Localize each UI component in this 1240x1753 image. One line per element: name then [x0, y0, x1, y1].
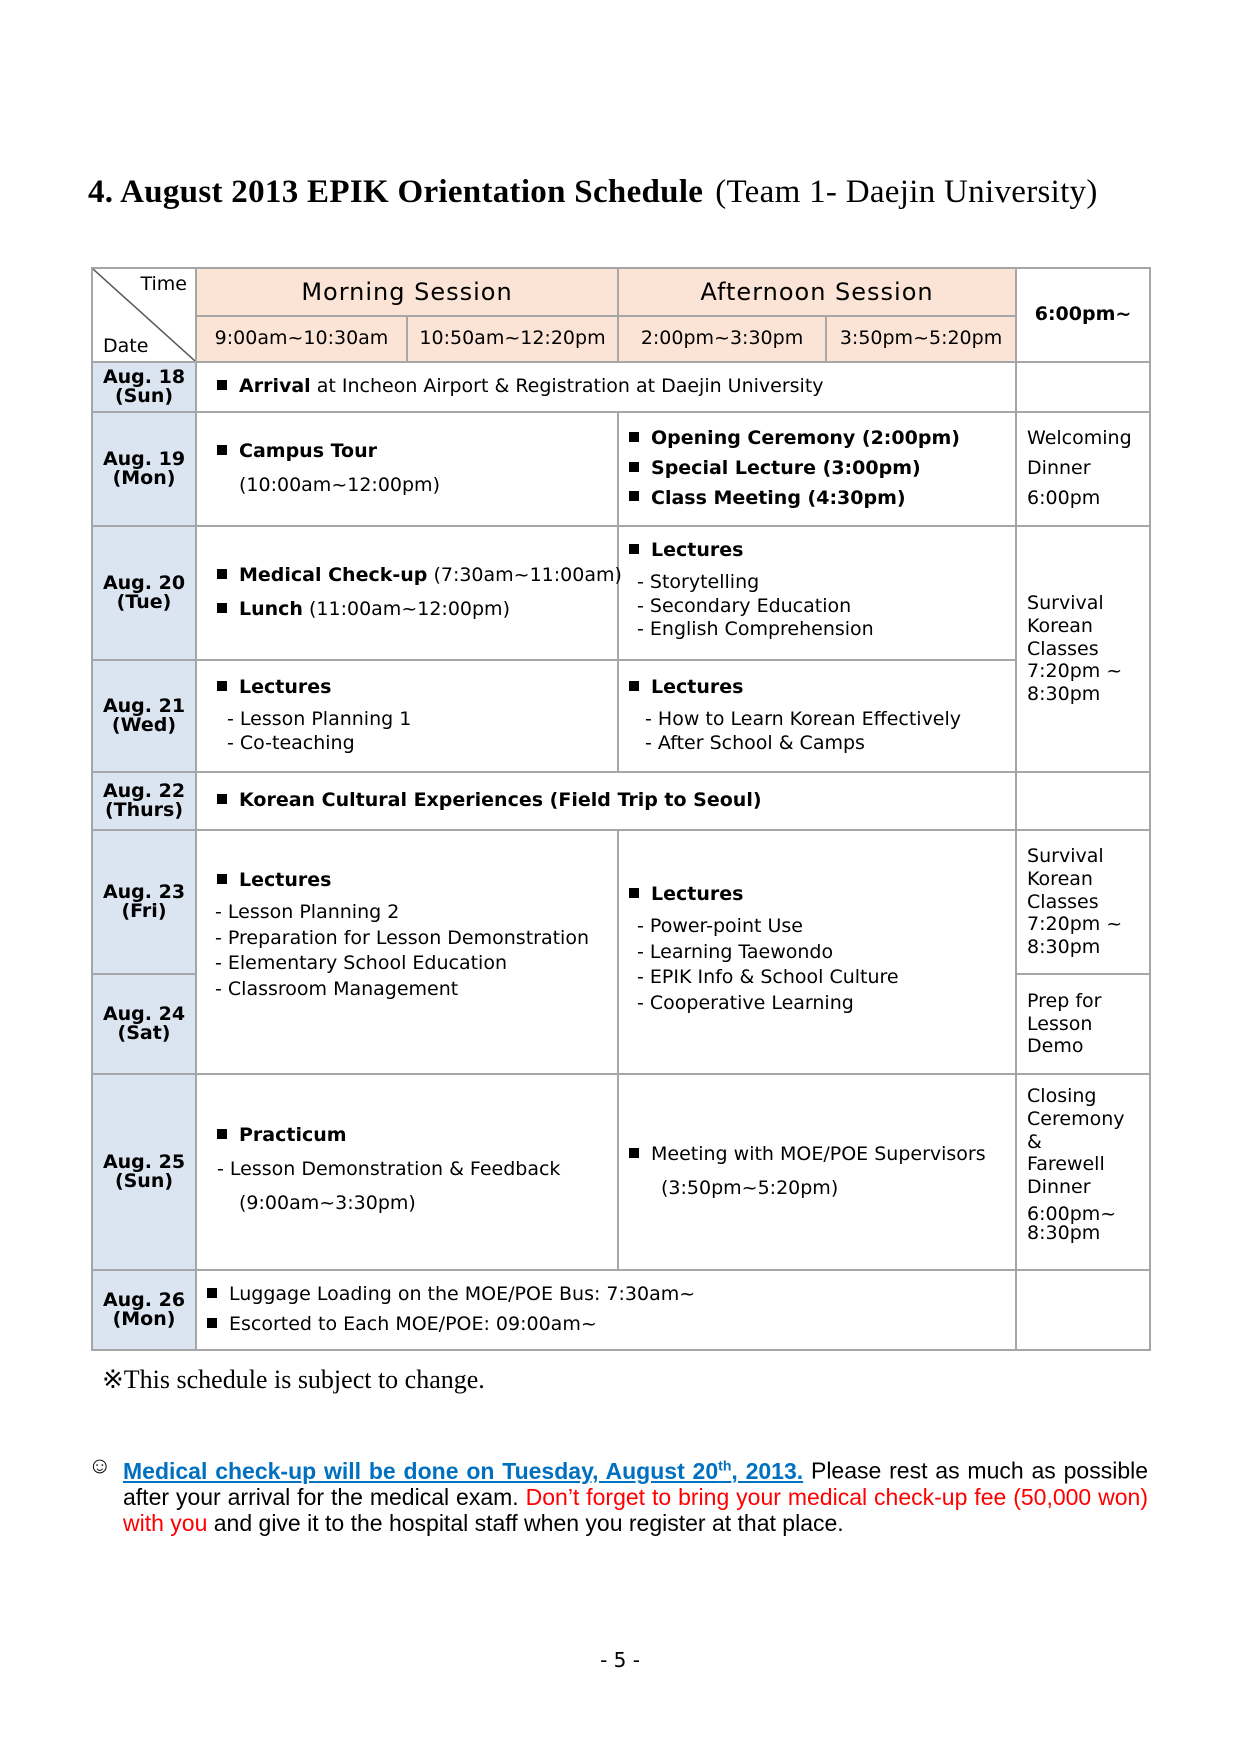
lectures-title: Lectures — [239, 869, 332, 891]
date-cell — [92, 772, 196, 830]
date-cell — [92, 412, 196, 526]
arrival-cell — [196, 362, 1016, 412]
arrival-bold: Arrival — [239, 375, 311, 398]
evening-line: 7:20pm ~ — [1027, 660, 1123, 683]
practicum-cell — [196, 1074, 618, 1270]
lecture-item: - Elementary School Education — [215, 952, 508, 975]
date: Aug. 21 — [102, 695, 186, 717]
arrival-text: at Incheon Airport & Registration at Daejin University — [316, 375, 824, 398]
welcoming-dinner-cell — [1016, 412, 1150, 526]
weekday: (Wed) — [111, 714, 177, 736]
lecture-item: - Cooperative Learning — [637, 992, 854, 1014]
morning-lectures-cell — [196, 660, 618, 772]
date: Aug. 20 — [102, 572, 186, 594]
bullet-icon — [217, 874, 227, 884]
lecture-item: - Lesson Planning 2 — [215, 900, 400, 923]
evening-line: 8:30pm — [1027, 1221, 1101, 1244]
bullet-icon — [629, 432, 639, 442]
lecture-item: - Lesson Planning 1 — [227, 708, 412, 731]
weekday: (Sun) — [114, 1170, 174, 1192]
date-cell — [92, 660, 196, 772]
lectures-title: Lectures — [651, 539, 744, 561]
evening-line: Classes — [1027, 637, 1099, 660]
row-aug21 — [92, 660, 1150, 772]
date-cell — [92, 362, 196, 412]
bullet-icon — [217, 794, 227, 804]
evening-line: 6:00pm~ — [1027, 1202, 1117, 1225]
evening-line: Korean — [1027, 867, 1093, 890]
date-cell — [92, 1074, 196, 1270]
evening-line: Prep for — [1027, 989, 1102, 1012]
evening-line: 6:00pm — [1027, 486, 1101, 509]
lunch-time: (11:00am~12:00pm) — [309, 598, 510, 620]
date: Aug. 23 — [102, 881, 186, 903]
morning-session-header: Morning Session — [196, 268, 618, 316]
row-aug22 — [92, 772, 1150, 830]
morning-lectures-cell — [196, 830, 618, 1074]
date-cell — [92, 1270, 196, 1350]
bullet-icon — [217, 1129, 227, 1139]
weekday: (Mon) — [112, 467, 176, 489]
evening-line: Classes — [1027, 890, 1099, 913]
weekday: (Sat) — [117, 1022, 171, 1044]
field-trip-cell — [196, 772, 1016, 830]
practicum-title: Practicum — [239, 1124, 347, 1147]
medical-bold: Medical Check-up — [239, 564, 428, 587]
evening-header: 6:00pm~ — [1016, 268, 1150, 362]
lecture-item: - EPIK Info & School Culture — [637, 966, 899, 989]
bullet-icon — [217, 569, 227, 579]
bullet-icon — [629, 1148, 639, 1158]
survival-korean-cell — [1016, 830, 1150, 974]
event-3: Class Meeting (4:30pm) — [651, 486, 906, 509]
date: Aug. 26 — [102, 1289, 186, 1311]
evening-line: Dinner — [1027, 457, 1091, 480]
lecture-item: - Storytelling — [637, 570, 760, 593]
evening-line: Korean — [1027, 614, 1093, 637]
evening-line: Ceremony — [1027, 1107, 1125, 1130]
weekday: (Mon) — [112, 1308, 176, 1330]
meeting-time: (3:50pm~5:20pm) — [661, 1177, 839, 1199]
bullet-icon — [629, 462, 639, 472]
medical-lunch-cell — [196, 526, 622, 660]
row-aug19 — [92, 412, 1150, 526]
weekday: (Thurs) — [104, 799, 184, 821]
evening-line: Closing — [1027, 1085, 1097, 1107]
date: Aug. 19 — [102, 448, 186, 470]
rest-text: Please rest as much as possible after your arrival for the medical exam. — [123, 1457, 1149, 1510]
weekday: (Sun) — [114, 385, 174, 407]
survival-korean-cell — [1016, 526, 1150, 772]
bullet-icon — [217, 681, 227, 691]
afternoon-events-cell — [618, 412, 1016, 526]
lecture-item: - Classroom Management — [215, 978, 459, 1000]
row-aug18 — [92, 362, 1150, 412]
lunch-bold: Lunch — [239, 598, 303, 620]
medical-time: (7:30am~11:00am) — [433, 564, 622, 587]
time-slot-1: 9:00am~10:30am — [196, 316, 407, 362]
bullet-icon — [207, 1288, 217, 1298]
highlight-text: Medical check-up will be done on Tuesday, August 20 — [123, 1457, 719, 1484]
time-slot-3: 2:00pm~3:30pm — [618, 316, 826, 362]
practicum-item: - Lesson Demonstration & Feedback — [217, 1158, 561, 1181]
departure-item: Luggage Loading on the MOE/POE Bus: 7:30am~ — [229, 1283, 696, 1306]
lecture-item: - After School & Camps — [645, 731, 865, 754]
campus-tour-cell — [196, 412, 618, 526]
meeting-text: Meeting with MOE/POE Supervisors — [651, 1143, 986, 1166]
event-1: Opening Ceremony (2:00pm) — [651, 427, 960, 450]
register-text: and give it to the hospital staff when you register at that place. — [207, 1509, 844, 1536]
departure-item: Escorted to Each MOE/POE: 09:00am~ — [229, 1313, 597, 1335]
weekday: (Tue) — [116, 591, 172, 613]
lectures-title: Lectures — [651, 676, 744, 699]
afternoon-lectures-cell — [618, 830, 1016, 1074]
weekday: (Fri) — [121, 900, 167, 922]
lecture-item: - Power-point Use — [637, 914, 803, 937]
page-number: - 5 - — [600, 1648, 640, 1672]
time-slot-2: 10:50am~12:20pm — [407, 316, 618, 362]
lecture-item: - Learning Taewondo — [637, 940, 834, 963]
afternoon-lectures-cell — [618, 660, 1016, 772]
practicum-time: (9:00am~3:30pm) — [239, 1191, 416, 1214]
bullet-icon — [207, 1318, 217, 1328]
title-bold: 4. August 2013 EPIK Orientation Schedule — [88, 174, 704, 210]
date-cell — [92, 526, 196, 660]
evening-empty — [1016, 362, 1150, 412]
fee-warning: Don’t forget to bring your medical check-up fee (50,000 won) with you — [123, 1483, 1148, 1536]
evening-line: Dinner — [1027, 1176, 1091, 1199]
smiley-icon: ☺ — [88, 1452, 112, 1478]
evening-empty — [1016, 1270, 1150, 1350]
departure-cell — [196, 1270, 1016, 1350]
lecture-item: - Preparation for Lesson Demonstration — [215, 926, 589, 949]
supervisor-meeting-cell — [618, 1074, 1016, 1270]
schedule-table — [91, 267, 1151, 1351]
ordinal-suffix: th — [718, 1457, 732, 1473]
evening-line: Survival — [1027, 845, 1104, 867]
page-title — [88, 174, 1098, 211]
date: Aug. 25 — [102, 1151, 186, 1173]
evening-line: 7:20pm ~ — [1027, 913, 1123, 936]
evening-line: 8:30pm — [1027, 683, 1101, 706]
date-cell — [92, 974, 196, 1074]
evening-empty — [1016, 772, 1150, 830]
lecture-item: - How to Learn Korean Effectively — [645, 708, 962, 731]
header-corner — [92, 268, 196, 362]
bullet-icon — [217, 380, 227, 390]
bullet-icon — [629, 544, 639, 554]
evening-line: Lesson — [1027, 1012, 1093, 1035]
closing-ceremony-cell — [1016, 1074, 1150, 1270]
field-trip-text: Korean Cultural Experiences (Field Trip to Seoul) — [239, 789, 762, 812]
date: Aug. 22 — [102, 780, 186, 802]
evening-line: Survival — [1027, 592, 1104, 614]
campus-tour-title: Campus Tour — [239, 440, 378, 463]
evening-line: Farewell — [1027, 1153, 1105, 1176]
highlight-year: , 2013. — [731, 1457, 804, 1484]
campus-tour-time: (10:00am~12:00pm) — [239, 474, 440, 496]
time-slot-4: 3:50pm~5:20pm — [826, 316, 1016, 362]
prep-demo-cell — [1016, 974, 1150, 1074]
date-cell — [92, 830, 196, 974]
lectures-title: Lectures — [651, 883, 744, 905]
bullet-icon — [629, 681, 639, 691]
row-aug20 — [92, 526, 1150, 660]
lecture-item: - Secondary Education — [637, 594, 852, 617]
notice-body — [123, 1452, 1148, 1536]
lecture-item: - English Comprehension — [637, 618, 874, 641]
corner-date-label: Date — [103, 335, 149, 358]
bullet-icon — [217, 445, 227, 455]
bullet-icon — [629, 888, 639, 898]
row-aug25 — [92, 1074, 1150, 1270]
date: Aug. 18 — [102, 366, 186, 388]
row-aug26 — [92, 1270, 1150, 1350]
lecture-item: - Co-teaching — [227, 731, 355, 754]
bullet-icon — [217, 603, 227, 613]
bullet-icon — [629, 491, 639, 501]
corner-time-label: Time — [140, 273, 187, 295]
afternoon-lectures-cell — [618, 526, 1016, 660]
medical-notice — [88, 1452, 1148, 1536]
evening-line: Demo — [1027, 1035, 1084, 1058]
afternoon-session-header: Afternoon Session — [618, 268, 1016, 316]
event-2: Special Lecture (3:00pm) — [651, 457, 921, 480]
evening-line: & — [1027, 1130, 1042, 1153]
date: Aug. 24 — [102, 1003, 186, 1025]
medical-date-highlight — [123, 1458, 803, 1484]
lectures-title: Lectures — [239, 676, 332, 699]
evening-line: 8:30pm — [1027, 936, 1101, 959]
evening-line: Welcoming — [1027, 427, 1132, 450]
schedule-change-note: ※This schedule is subject to change. — [102, 1365, 485, 1394]
row-aug23 — [92, 830, 1150, 974]
title-team: (Team 1- Daejin University) — [715, 174, 1098, 210]
